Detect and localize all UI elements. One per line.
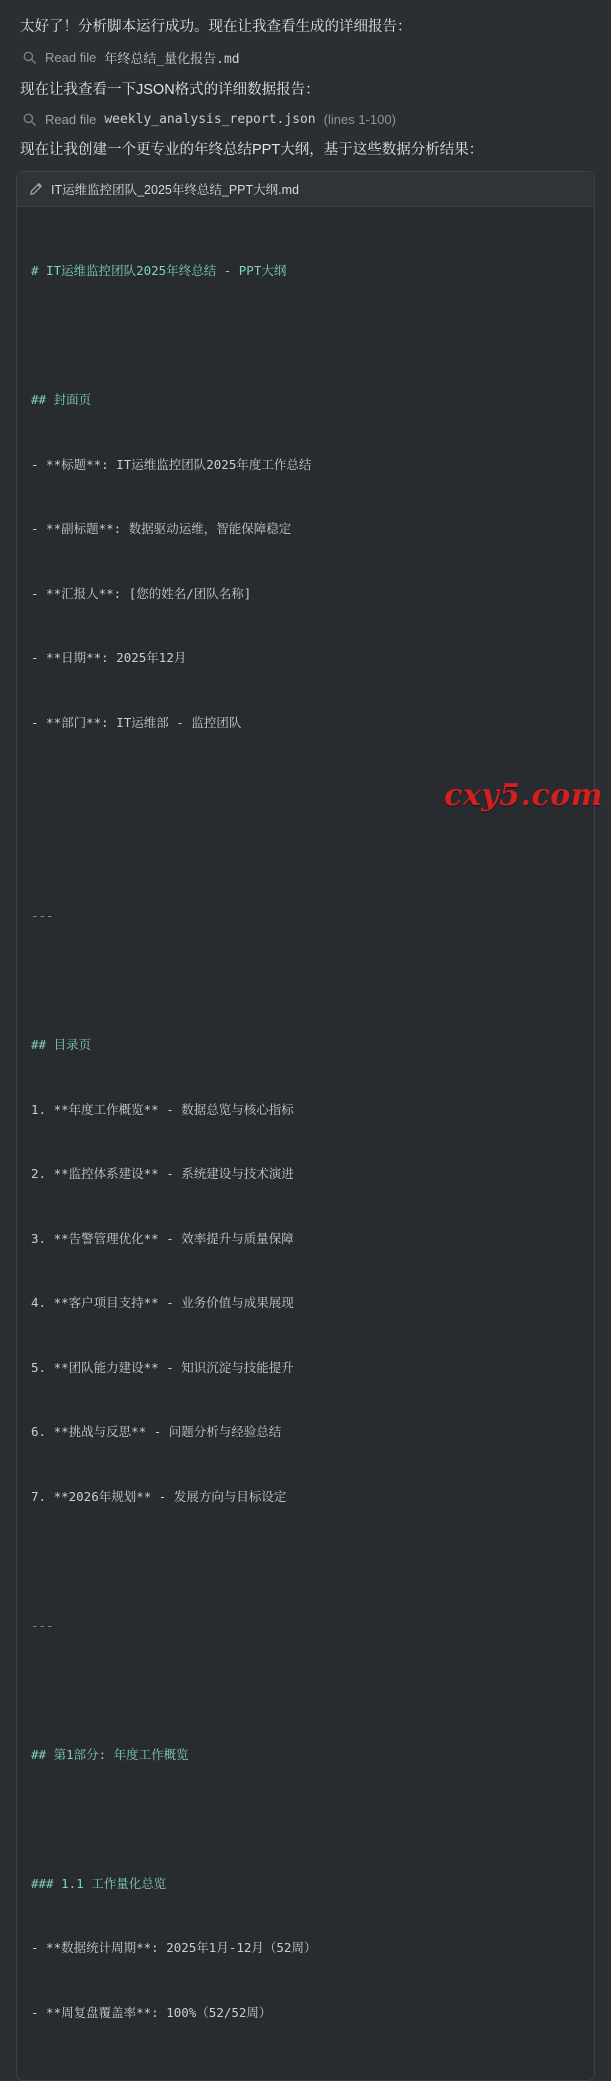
tool-file-name: 年终总结_量化报告.md — [104, 52, 240, 68]
code-line — [31, 776, 580, 798]
assistant-message: 现在让我查看一下JSON格式的详细数据报告： — [20, 82, 320, 99]
code-line — [31, 1808, 580, 1830]
code-line: ## 目录页 — [31, 1037, 92, 1053]
code-line: 7. **2026年规划** - 发展方向与目标设定 — [31, 1488, 287, 1504]
file-card-header[interactable] — [17, 172, 594, 207]
code-line: # IT运维监控团队2025年终总结 - PPT大纲 — [31, 263, 287, 279]
assistant-message: 现在让我创建一个更专业的年终总结PPT大纲，基于这些数据分析结果： — [20, 141, 484, 158]
code-line: 4. **客户项目支持** - 业务价值与成果展现 — [31, 1295, 294, 1311]
tool-verb: Read file — [45, 50, 97, 66]
file-card-title: IT运维监控团队_2025年终总结_PPT大纲.md — [51, 183, 299, 198]
code-line — [31, 1550, 580, 1572]
search-icon — [22, 50, 37, 65]
code-line: 2. **监控体系建设** - 系统建设与技术演进 — [31, 1166, 294, 1182]
code-line: --- — [31, 1617, 54, 1633]
tool-meta: (lines 1-100) — [323, 111, 396, 127]
pencil-icon — [29, 182, 43, 196]
code-line — [31, 841, 580, 863]
code-line — [31, 970, 580, 992]
conversation-area — [0, 0, 611, 161]
code-line: - **周复盘覆盖率**: 100%（52/52周） — [31, 2004, 272, 2020]
file-card-body — [17, 207, 594, 2080]
code-line: ### 1.1 工作量化总览 — [31, 1875, 167, 1891]
tool-call-read-file[interactable] — [22, 48, 591, 67]
code-line: - **数据统计周期**: 2025年1月-12月（52周） — [31, 1940, 317, 1956]
code-line: --- — [31, 908, 54, 924]
code-line: 6. **挑战与反思** - 问题分析与经验总结 — [31, 1424, 282, 1440]
code-line — [31, 1679, 580, 1701]
code-line: 1. **年度工作概览** - 数据总览与核心指标 — [31, 1101, 294, 1117]
code-line: ## 封面页 — [31, 392, 92, 408]
watermark: cxy5.com — [444, 778, 603, 813]
code-line: - **部门**: IT运维部 - 监控团队 — [31, 714, 242, 730]
tool-verb: Read file — [45, 111, 97, 127]
assistant-message: 太好了！分析脚本运行成功。现在让我查看生成的详细报告： — [20, 19, 412, 35]
code-line: 3. **告警管理优化** - 效率提升与质量保障 — [31, 1230, 294, 1246]
code-line: 5. **团队能力建设** - 知识沉淀与技能提升 — [31, 1359, 294, 1375]
code-line: ## 第1部分: 年度工作概览 — [31, 1746, 189, 1762]
code-line — [31, 325, 580, 347]
code-line: - **汇报人**: [您的姓名/团队名称] — [31, 585, 252, 601]
tool-file-name: weekly_analysis_report.json — [104, 111, 316, 127]
code-line: - **日期**: 2025年12月 — [31, 650, 187, 666]
tool-call-read-file[interactable] — [22, 112, 591, 127]
code-line: - **标题**: IT运维监控团队2025年度工作总结 — [31, 456, 312, 472]
code-line: - **副标题**: 数据驱动运维，智能保障稳定 — [31, 521, 292, 537]
generated-file-card — [16, 171, 595, 2081]
search-icon — [22, 112, 37, 127]
